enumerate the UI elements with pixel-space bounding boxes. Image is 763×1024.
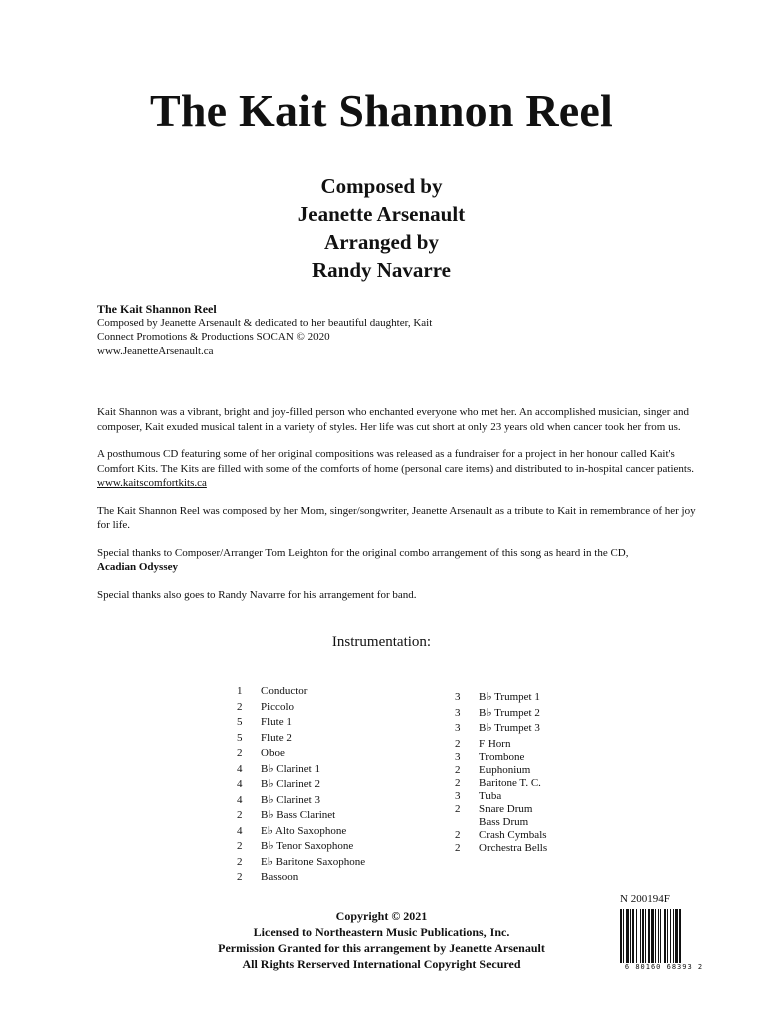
instrument-row: 2 Snare Drum <box>455 802 533 815</box>
copyright-block <box>0 908 763 972</box>
instrument-row: 3 B♭ Trumpet 3 <box>455 722 540 734</box>
album-title: Acadian Odyssey <box>97 561 178 573</box>
arranger-name: Randy Navarre <box>311 258 452 282</box>
info-block <box>97 302 697 358</box>
description <box>97 405 707 615</box>
instrument-row: 4 E♭ Alto Saxophone <box>237 824 347 837</box>
instrument-row: 2 B♭ Bass Clarinet <box>237 809 336 821</box>
rights-line: All Rights Rerserved International Copyright Secured <box>242 957 521 971</box>
instrument-row: 3 Tuba <box>455 789 502 802</box>
instrument-row: 2 B♭ Tenor Saxophone <box>237 840 354 852</box>
paragraph-bio: Kait Shannon was a vibrant, bright and joy-filled person who enchanted everyone who met her. An accomplished musician, singer and composer, Kait exuded musical talent in a variety of styles. Her life was cut short at only 23 years old when cancer took her from us. <box>97 406 690 433</box>
catalog-number: N 200194F <box>620 893 670 905</box>
instrument-row: 3 Trombone <box>455 750 525 763</box>
instrument-list-left <box>237 684 365 886</box>
comfort-kits-link[interactable]: www.kaitscomfortkits.ca <box>97 477 207 489</box>
instrument-row: 3 B♭ Trumpet 1 <box>455 691 540 703</box>
instrument-row: 2 Euphonium <box>455 763 531 776</box>
instrument-row: Bass Drum <box>479 815 529 828</box>
instrument-row: 2 Crash Cymbals <box>455 828 547 841</box>
arranged-by-label: Arranged by <box>324 230 439 254</box>
page-title: The Kait Shannon Reel <box>149 85 613 136</box>
copyright-line: Copyright © 2021 <box>335 909 428 923</box>
info-website: www.JeanetteArsenault.ca <box>97 345 214 357</box>
info-line: Composed by Jeanette Arsenault & dedicated to her beautiful daughter, Kait <box>97 317 433 329</box>
instrument-row: 5 Flute 1 <box>237 716 292 728</box>
paragraph-thanks-arranger: Special thanks also goes to Randy Navarre for his arrangement for band. <box>97 588 417 601</box>
instrument-row: 4 B♭ Clarinet 3 <box>237 793 320 806</box>
instrument-row: 2 Bassoon <box>237 871 299 883</box>
info-line: Connect Promotions & Productions SOCAN © 2020 <box>97 331 330 343</box>
instrument-row: 4 B♭ Clarinet 1 <box>237 762 320 775</box>
instrument-list-right <box>455 690 547 854</box>
paragraph-cd: A posthumous CD featuring some of her original compositions was released as a fundraiser for a project in her honour called Kait's Comfort Kits. The Kits are filled with some of the comforts of home (personal care items) and distributed to in-hospital cancer patients. www.kaitscomfortkits.ca <box>97 448 695 489</box>
instrument-row: 3 B♭ Trumpet 2 <box>455 706 540 719</box>
instrumentation-heading: Instrumentation: <box>331 634 432 650</box>
instrument-row: 2 Piccolo <box>237 700 294 713</box>
instrument-row: 4 B♭ Clarinet 2 <box>237 778 320 790</box>
credits-block <box>0 172 763 284</box>
instrument-row: 2 Orchestra Bells <box>455 841 548 854</box>
composer-name: Jeanette Arsenault <box>297 202 466 226</box>
paragraph-tribute: The Kait Shannon Reel was composed by her Mom, singer/songwriter, Jeanette Arsenault as a tribute to Kait in remembrance of her joy for life. <box>97 504 696 531</box>
license-line: Licensed to Northeastern Music Publications, Inc. <box>253 925 510 939</box>
instrument-row: 2 E♭ Baritone Saxophone <box>237 855 366 868</box>
instrument-row: 1 Conductor <box>237 685 308 697</box>
paragraph-thanks: Special thanks to Composer/Arranger Tom Leighton for the original combo arrangement of this song as heard in the CD, Acadian Odyssey <box>97 546 629 573</box>
info-title: The Kait Shannon Reel <box>97 302 217 316</box>
instrument-row: 5 Flute 2 <box>237 731 292 744</box>
instrument-row: 2 F Horn <box>455 737 511 750</box>
composed-by-label: Composed by <box>320 174 443 198</box>
instrument-row: 2 Oboe <box>237 747 285 759</box>
barcode-digits: 6 80160 68393 2 <box>624 963 704 971</box>
permission-line: Permission Granted for this arrangement by Jeanette Arsenault <box>218 941 545 955</box>
instrument-row: 2 Baritone T. C. <box>455 776 541 789</box>
